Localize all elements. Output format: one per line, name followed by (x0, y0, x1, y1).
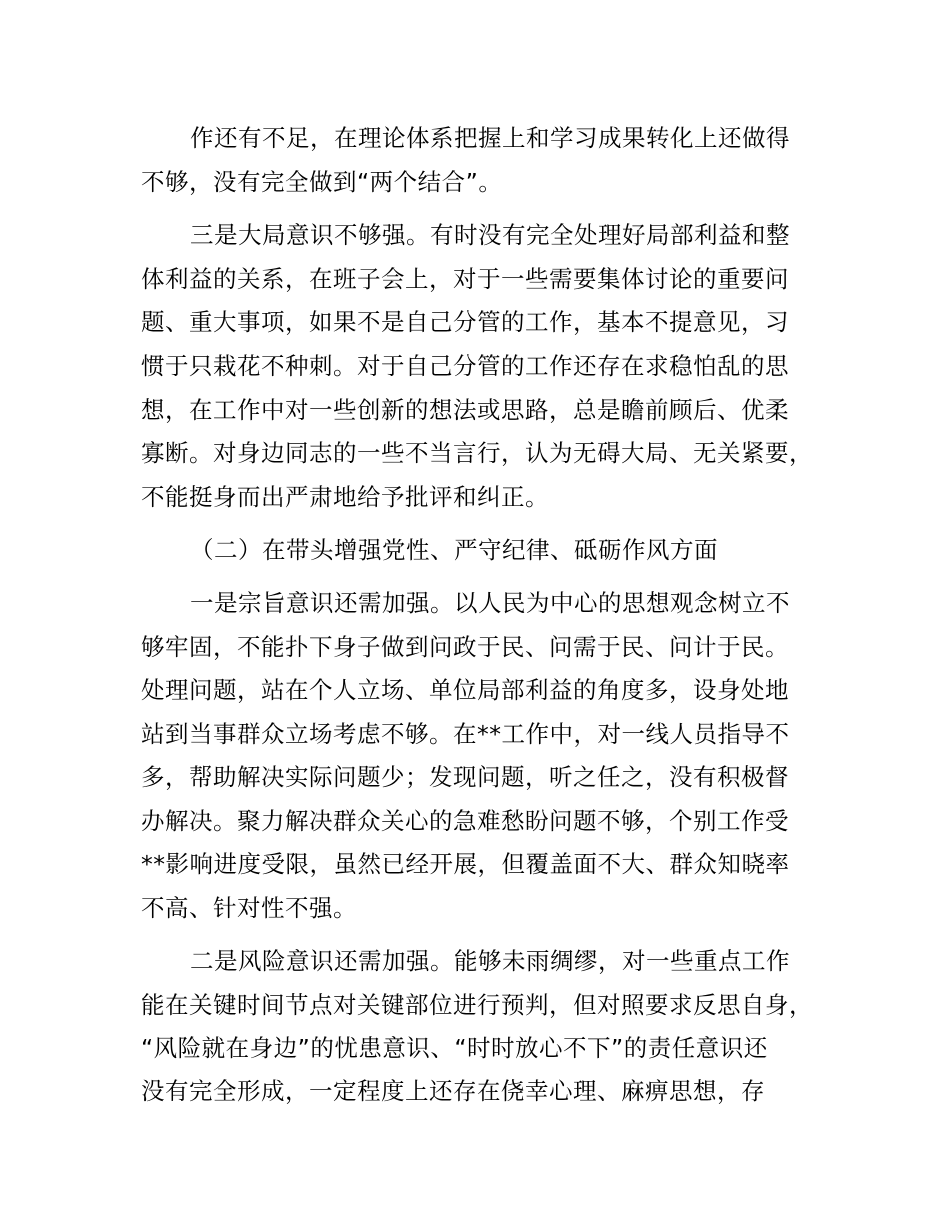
text-line: 不能挺身而出严肃地给予批评和纠正。 (141, 483, 549, 511)
text-line: 处理问题，站在个人立场、单位局部利益的角度多，设身处地 (141, 676, 789, 704)
text-line: 一是宗旨意识还需加强。以人民为中心的思想观念树立不 (190, 589, 790, 617)
text-line: 不够，没有完全做到“两个结合”。 (141, 168, 503, 196)
text-line: 二是风险意识还需加强。能够未雨绸缪，对一些重点工作 (190, 947, 790, 975)
section-heading: （二）在带头增强党性、严守纪律、砥砺作风方面 (190, 536, 718, 564)
text-line: 体利益的关系，在班子会上，对于一些需要集体讨论的重要问 (141, 265, 789, 293)
text-line: 想，在工作中对一些创新的想法或思路，总是瞻前顾后、优柔 (141, 396, 789, 424)
text-line: 寡断。对身边同志的一些不当言行，认为无碍大局、无关紧要， (141, 439, 813, 467)
text-line: 三是大局意识不够强。有时没有完全处理好局部利益和整 (190, 221, 790, 249)
text-line: “风险就在身边”的忧患意识、“时时放心不下”的责任意识还 (141, 1034, 768, 1062)
text-line: 不高、针对性不强。 (141, 894, 357, 922)
text-line: 多，帮助解决实际问题少；发现问题，听之任之，没有积极督 (141, 763, 789, 791)
text-line: 站到当事群众立场考虑不够。在**工作中，对一线人员指导不 (141, 720, 790, 748)
text-line: 能在关键时间节点对关键部位进行预判，但对照要求反思自身， (141, 991, 813, 1019)
text-line: 够牢固，不能扑下身子做到问政于民、问需于民、问计于民。 (141, 633, 789, 661)
text-line: 惯于只栽花不种刺。对于自己分管的工作还存在求稳怕乱的思 (141, 352, 789, 380)
text-line: 没有完全形成，一定程度上还存在侥幸心理、麻痹思想，存 (141, 1077, 765, 1105)
text-line: 办解决。聚力解决群众关心的急难愁盼问题不够，个别工作受 (141, 807, 789, 835)
text-line: 题、重大事项，如果不是自己分管的工作，基本不提意见，习 (141, 308, 789, 336)
text-line: 作还有不足，在理论体系把握上和学习成果转化上还做得 (190, 124, 790, 152)
text-line: **影响进度受限，虽然已经开展，但覆盖面不大、群众知晓率 (141, 850, 790, 878)
